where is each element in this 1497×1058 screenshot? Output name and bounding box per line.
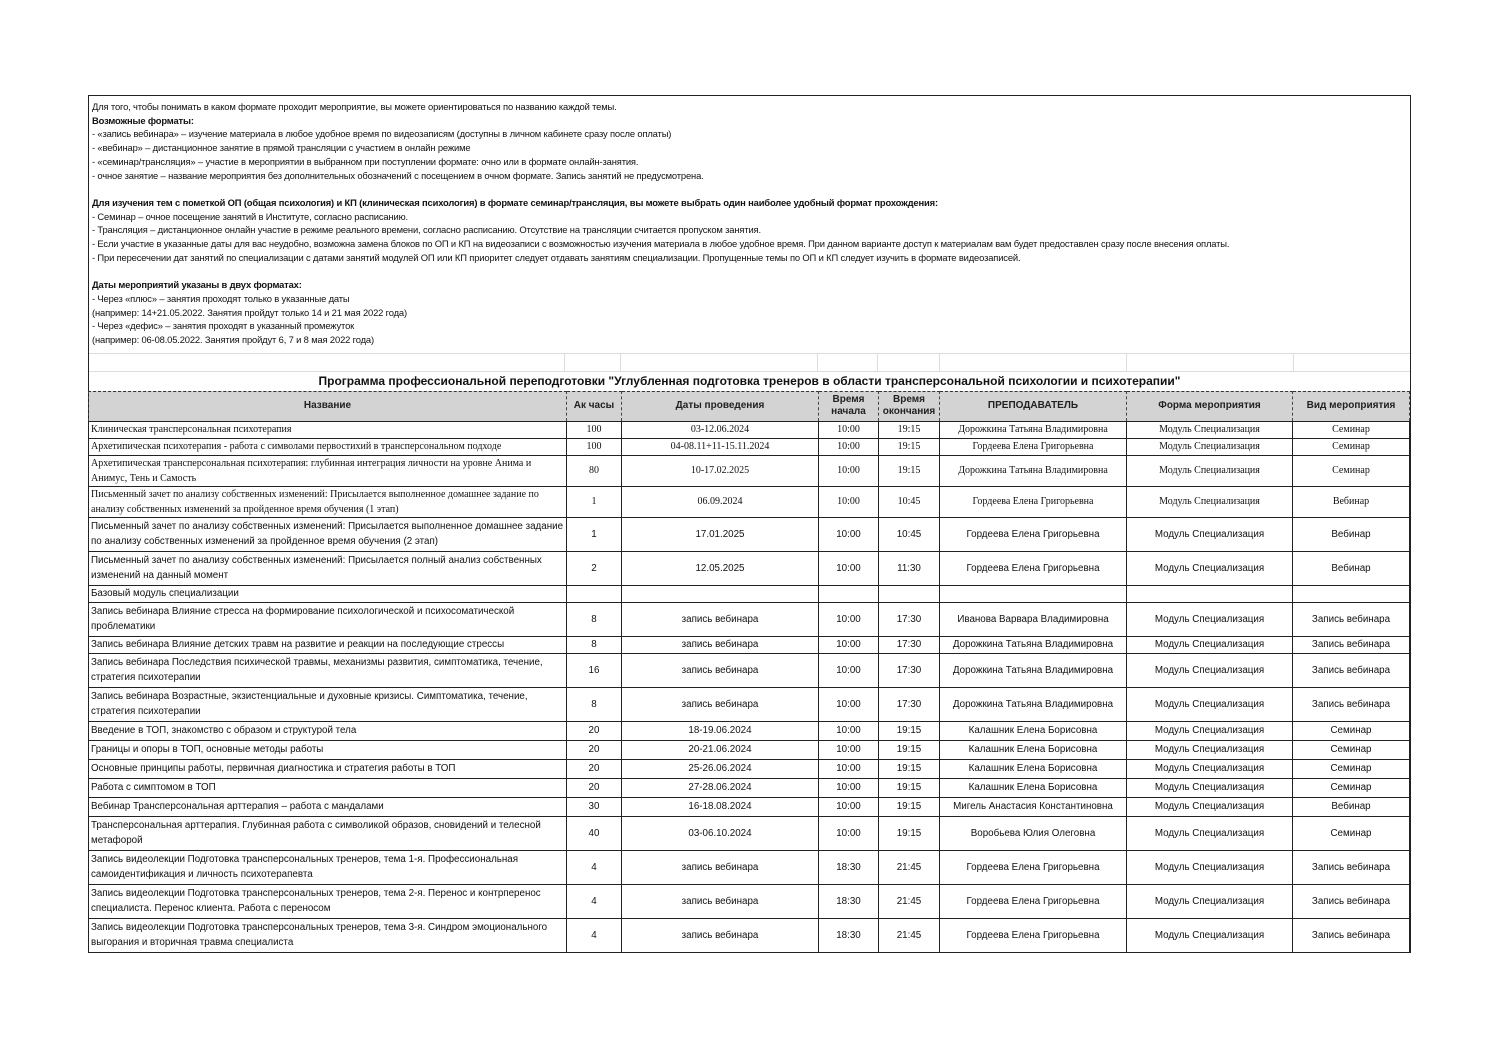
cell-start — [819, 585, 879, 602]
cell-form: Модуль Специализация — [1127, 421, 1293, 438]
spacer-row — [89, 353, 1410, 372]
table-body — [89, 421, 1410, 952]
cell-name: Запись видеолекции Подготовка трансперсональных тренеров, тема 3-я. Синдром эмоционального выгорания и вторичная травма специалиста — [89, 918, 567, 952]
cell-type: Запись вебинара — [1293, 884, 1410, 918]
cell-start: 10:00 — [819, 455, 879, 486]
cell-type: Запись вебинара — [1293, 918, 1410, 952]
cell-dates: запись вебинара — [622, 636, 819, 653]
cell-dates: запись вебинара — [622, 687, 819, 721]
cell-end: 19:15 — [879, 759, 940, 778]
cell-dates: запись вебинара — [622, 850, 819, 884]
cell-type: Семинар — [1293, 740, 1410, 759]
cell-form: Модуль Специализация — [1127, 797, 1293, 816]
cell-teacher — [940, 585, 1127, 602]
col-header-dates: Даты проведения — [622, 391, 819, 421]
format-item: - «запись вебинара» – изучение материала в любое удобное время по видеозаписям (доступны в личном кабинете сразу после оплаты) — [92, 128, 672, 140]
cell-dates: запись вебинара — [622, 884, 819, 918]
cell-type: Семинар — [1293, 721, 1410, 740]
format-item: - «семинар/трансляция» – участие в мероприятии в выбранном при поступлении формате: очно или в формате онлайн-занятия. — [92, 155, 639, 167]
cell-type: Вебинар — [1293, 551, 1410, 585]
cell-form: Модуль Специализация — [1127, 759, 1293, 778]
cell-end: 17:30 — [879, 653, 940, 687]
cell-name: Основные принципы работы, первичная диагностика и стратегия работы в ТОП — [89, 759, 567, 778]
end-header-line2: окончания — [882, 406, 936, 418]
cell-start: 10:00 — [819, 721, 879, 740]
cell-name: Письменный зачет по анализу собственных изменений: Присылается полный анализ собственных изменений на данный момент — [89, 551, 567, 585]
cell-start: 10:00 — [819, 438, 879, 455]
cell-end: 11:30 — [879, 551, 940, 585]
cell-hours: 4 — [567, 918, 622, 952]
intro-text: Для того, чтобы понимать в каком формате проходит мероприятие, вы можете ориентироваться по названию каждой темы. — [92, 101, 617, 112]
cell-hours: 2 — [567, 551, 622, 585]
cell-form: Модуль Специализация — [1127, 486, 1293, 517]
cell-type: Запись вебинара — [1293, 687, 1410, 721]
cell-end: 19:15 — [879, 438, 940, 455]
cell-type: Запись вебинара — [1293, 636, 1410, 653]
cell-dates: 03-06.10.2024 — [622, 816, 819, 850]
col-header-end — [879, 391, 940, 421]
cell-start: 10:00 — [819, 687, 879, 721]
cell-end: 17:30 — [879, 602, 940, 636]
cell-teacher: Иванова Варвара Владимировна — [940, 602, 1127, 636]
program-title: Программа профессиональной переподготовки "Углубленная подготовка тренеров в области трансперсональной психологии и психотерапии" — [318, 373, 1181, 388]
cell-end: 21:45 — [879, 918, 940, 952]
cell-dates: запись вебинара — [622, 602, 819, 636]
cell-end: 21:45 — [879, 850, 940, 884]
cell-type: Семинар — [1293, 816, 1410, 850]
start-header-line1: Время — [832, 394, 865, 406]
schedule-table — [88, 391, 1410, 953]
cell-form — [1127, 585, 1293, 602]
col-header-teacher: ПРЕПОДАВАТЕЛЬ — [940, 391, 1127, 421]
cell-teacher: Гордеева Елена Григорьевна — [940, 850, 1127, 884]
cell-hours: 30 — [567, 797, 622, 816]
cell-dates: 18-19.06.2024 — [622, 721, 819, 740]
cell-start: 10:00 — [819, 486, 879, 517]
cell-type: Семинар — [1293, 778, 1410, 797]
cell-form: Модуль Специализация — [1127, 687, 1293, 721]
cell-form: Модуль Специализация — [1127, 602, 1293, 636]
cell-teacher: Калашник Елена Борисовна — [940, 759, 1127, 778]
cell-name: Запись вебинара Возрастные, экзистенциальные и духовные кризисы. Симптоматика, течение, стратегия психотерапии — [89, 687, 567, 721]
table-row — [89, 918, 1410, 952]
cell-name: Вебинар Трансперсональная арттерапия – работа с мандалами — [89, 797, 567, 816]
cell-form: Модуль Специализация — [1127, 721, 1293, 740]
cell-name: Границы и опоры в ТОП, основные методы работы — [89, 740, 567, 759]
cell-type: Запись вебинара — [1293, 850, 1410, 884]
table-row — [89, 816, 1410, 850]
cell-start: 18:30 — [819, 850, 879, 884]
cell-name: Письменный зачет по анализу собственных изменений: Присылается выполненное домашнее задание по анализу собственных изменений за пройденное время обучения (2 этап) — [89, 517, 567, 551]
cell-start: 18:30 — [819, 884, 879, 918]
cell-hours: 4 — [567, 884, 622, 918]
schedule-sheet — [88, 95, 1411, 953]
cell-start: 10:00 — [819, 421, 879, 438]
table-row — [89, 455, 1410, 486]
cell-type: Семинар — [1293, 438, 1410, 455]
cell-teacher: Дорожкина Татьяна Владимировна — [940, 636, 1127, 653]
cell-name: Запись видеолекции Подготовка трансперсональных тренеров, тема 2-я. Перенос и контрперенос специалиста. Перенос клиента. Работа с переносом — [89, 884, 567, 918]
dates-heading: Даты мероприятий указаны в двух форматах: — [92, 279, 302, 291]
cell-form: Модуль Специализация — [1127, 850, 1293, 884]
table-row — [89, 421, 1410, 438]
cell-hours: 8 — [567, 636, 622, 653]
dates-item: - Через «плюс» – занятия проходят только в указанные даты — [92, 292, 350, 304]
op-kp-heading: Для изучения тем с пометкой ОП (общая психология) и КП (клиническая психология) в формате семинар/трансляция, вы можете выбрать один наиболее удобный формат прохождения: — [92, 196, 938, 208]
cell-type: Семинар — [1293, 455, 1410, 486]
format-item: - «вебинар» – дистанционное занятие в прямой трансляции с участием в онлайн режиме — [92, 142, 471, 154]
cell-hours: 100 — [567, 421, 622, 438]
cell-dates: 16-18.08.2024 — [622, 797, 819, 816]
cell-hours: 20 — [567, 740, 622, 759]
table-row — [89, 602, 1410, 636]
cell-dates: 04-08.11+11-15.11.2024 — [622, 438, 819, 455]
table-row — [89, 687, 1410, 721]
cell-type: Семинар — [1293, 759, 1410, 778]
cell-name: Базовый модуль специализации — [89, 585, 567, 602]
dates-item: - Через «дефис» – занятия проходят в указанный промежуток — [92, 320, 355, 332]
table-row — [89, 517, 1410, 551]
cell-dates: 27-28.06.2024 — [622, 778, 819, 797]
cell-name: Запись вебинара Последствия психической травмы, механизмы развития, симптоматика, течение, стратегия психотерапии — [89, 653, 567, 687]
op-kp-item: - Если участие в указанные даты для вас неудобно, возможна замена блоков по ОП и КП на видеозаписи с возможностью изучения материала в любое удобное время. При данном варианте доступ к материалам вам будет предоставлен сразу после внесения оплаты. — [92, 238, 1230, 250]
cell-hours: 16 — [567, 653, 622, 687]
table-row — [89, 778, 1410, 797]
cell-dates: 10-17.02.2025 — [622, 455, 819, 486]
cell-end: 19:15 — [879, 740, 940, 759]
cell-name: Клиническая трансперсональная психотерапия — [89, 421, 567, 438]
cell-type: Семинар — [1293, 421, 1410, 438]
dates-item: (например: 06-08.05.2022. Занятия пройдут 6, 7 и 8 мая 2022 года) — [92, 333, 374, 345]
start-header-line2: начала — [831, 406, 866, 418]
cell-teacher: Гордеева Елена Григорьевна — [940, 438, 1127, 455]
cell-type: Запись вебинара — [1293, 602, 1410, 636]
table-row — [89, 653, 1410, 687]
cell-hours: 40 — [567, 816, 622, 850]
cell-type: Вебинар — [1293, 797, 1410, 816]
table-row — [89, 797, 1410, 816]
format-item: - очное занятие – название мероприятия без дополнительных обозначений с посещением в очном формате. Запись занятий не предусмотрена. — [92, 169, 704, 181]
cell-dates: 06.09.2024 — [622, 486, 819, 517]
cell-teacher: Дорожкина Татьяна Владимировна — [940, 687, 1127, 721]
cell-end: 21:45 — [879, 884, 940, 918]
cell-end: 10:45 — [879, 517, 940, 551]
cell-teacher: Гордеева Елена Григорьевна — [940, 884, 1127, 918]
cell-hours: 8 — [567, 687, 622, 721]
cell-start: 10:00 — [819, 759, 879, 778]
table-row — [89, 438, 1410, 455]
cell-start: 10:00 — [819, 797, 879, 816]
cell-form: Модуль Специализация — [1127, 740, 1293, 759]
cell-dates: 17.01.2025 — [622, 517, 819, 551]
end-header-line1: Время — [893, 394, 925, 406]
cell-start: 10:00 — [819, 816, 879, 850]
cell-name: Трансперсональная арттерапия. Глубинная работа с символикой образов, сновидений и телесной метафорой — [89, 816, 567, 850]
table-row — [89, 486, 1410, 517]
table-row — [89, 636, 1410, 653]
cell-end: 17:30 — [879, 636, 940, 653]
cell-form: Модуль Специализация — [1127, 884, 1293, 918]
cell-form: Модуль Специализация — [1127, 438, 1293, 455]
cell-form: Модуль Специализация — [1127, 653, 1293, 687]
cell-form: Модуль Специализация — [1127, 551, 1293, 585]
cell-start: 10:00 — [819, 602, 879, 636]
cell-teacher: Мигель Анастасия Константиновна — [940, 797, 1127, 816]
cell-name: Письменный зачет по анализу собственных изменений: Присылается выполненное домашнее задание по анализу собственных изменений за пройденное время обучения (1 этап) — [89, 486, 567, 517]
cell-hours: 20 — [567, 721, 622, 740]
cell-hours: 20 — [567, 778, 622, 797]
cell-hours: 1 — [567, 486, 622, 517]
cell-dates: 03-12.06.2024 — [622, 421, 819, 438]
table-row — [89, 740, 1410, 759]
section-row — [89, 585, 1410, 602]
cell-name: Архетипическая психотерапия - работа с символами первостихий в трансперсональном подходе — [89, 438, 567, 455]
cell-teacher: Гордеева Елена Григорьевна — [940, 551, 1127, 585]
cell-teacher: Калашник Елена Борисовна — [940, 721, 1127, 740]
formats-heading: Возможные форматы: — [92, 114, 194, 126]
table-row — [89, 721, 1410, 740]
cell-start: 10:00 — [819, 653, 879, 687]
cell-dates — [622, 585, 819, 602]
cell-type: Запись вебинара — [1293, 653, 1410, 687]
table-row — [89, 551, 1410, 585]
cell-start: 10:00 — [819, 517, 879, 551]
cell-end: 19:15 — [879, 816, 940, 850]
instructions-block — [89, 96, 1410, 353]
cell-name: Запись видеолекции Подготовка трансперсональных тренеров, тема 1-я. Профессиональная самоидентификация и личность психотерапевта — [89, 850, 567, 884]
op-kp-item: - Трансляция – дистанционное онлайн участие в режиме реального времени, согласно расписанию. Отсутствие на трансляции считается пропуском занятия. — [92, 224, 761, 236]
cell-start: 10:00 — [819, 740, 879, 759]
col-header-hours: Ак часы — [567, 391, 622, 421]
cell-end: 10:45 — [879, 486, 940, 517]
cell-type — [1293, 585, 1410, 602]
cell-name: Работа с симптомом в ТОП — [89, 778, 567, 797]
table-row — [89, 850, 1410, 884]
table-row — [89, 884, 1410, 918]
cell-name: Запись вебинара Влияние стресса на формирование психологической и психосоматической проблематики — [89, 602, 567, 636]
cell-start: 18:30 — [819, 918, 879, 952]
dates-item: (например: 14+21.05.2022. Занятия пройдут только 14 и 21 мая 2022 года) — [92, 306, 407, 318]
cell-type: Вебинар — [1293, 486, 1410, 517]
cell-teacher: Дорожкина Татьяна Владимировна — [940, 421, 1127, 438]
cell-end: 19:15 — [879, 421, 940, 438]
cell-form: Модуль Специализация — [1127, 816, 1293, 850]
cell-hours: 80 — [567, 455, 622, 486]
cell-dates: 25-26.06.2024 — [622, 759, 819, 778]
table-row — [89, 759, 1410, 778]
cell-end — [879, 585, 940, 602]
cell-dates: 20-21.06.2024 — [622, 740, 819, 759]
cell-start: 10:00 — [819, 778, 879, 797]
col-header-type: Вид мероприятия — [1293, 391, 1410, 421]
cell-form: Модуль Специализация — [1127, 778, 1293, 797]
cell-end: 19:15 — [879, 455, 940, 486]
cell-teacher: Гордеева Елена Григорьевна — [940, 918, 1127, 952]
op-kp-item: - Семинар – очное посещение занятий в Институте, согласно расписанию. — [92, 210, 408, 222]
cell-end: 17:30 — [879, 687, 940, 721]
cell-form: Модуль Специализация — [1127, 636, 1293, 653]
cell-teacher: Воробьева Юлия Олеговна — [940, 816, 1127, 850]
cell-name: Введение в ТОП, знакомство с образом и структурой тела — [89, 721, 567, 740]
col-header-start — [819, 391, 879, 421]
cell-hours: 100 — [567, 438, 622, 455]
cell-dates: 12.05.2025 — [622, 551, 819, 585]
cell-end: 19:15 — [879, 797, 940, 816]
cell-start: 10:00 — [819, 636, 879, 653]
col-header-name: Название — [89, 391, 567, 421]
cell-end: 19:15 — [879, 778, 940, 797]
cell-teacher: Дорожкина Татьяна Владимировна — [940, 653, 1127, 687]
cell-type: Вебинар — [1293, 517, 1410, 551]
cell-hours: 20 — [567, 759, 622, 778]
cell-dates: запись вебинара — [622, 653, 819, 687]
cell-hours: 1 — [567, 517, 622, 551]
cell-form: Модуль Специализация — [1127, 455, 1293, 486]
cell-hours: 4 — [567, 850, 622, 884]
cell-hours — [567, 585, 622, 602]
col-header-form: Форма мероприятия — [1127, 391, 1293, 421]
cell-teacher: Гордеева Елена Григорьевна — [940, 517, 1127, 551]
cell-start: 10:00 — [819, 551, 879, 585]
cell-hours: 8 — [567, 602, 622, 636]
cell-dates: запись вебинара — [622, 918, 819, 952]
cell-name: Запись вебинара Влияние детских травм на развитие и реакции на последующие стрессы — [89, 636, 567, 653]
cell-end: 19:15 — [879, 721, 940, 740]
cell-name: Архетипическая трансперсональная психотерапия: глубинная интеграция личности на уровне Анима и Анимус, Тень и Самость — [89, 455, 567, 486]
op-kp-item: - При пересечении дат занятий по специализации с датами занятий модулей ОП или КП приоритет следует отдавать занятиям специализации. Пропущенные темы по ОП и КП следует изучить в формате видеозаписей. — [92, 251, 1021, 263]
cell-teacher: Гордеева Елена Григорьевна — [940, 486, 1127, 517]
cell-teacher: Дорожкина Татьяна Владимировна — [940, 455, 1127, 486]
table-header-row — [89, 391, 1410, 421]
cell-teacher: Калашник Елена Борисовна — [940, 778, 1127, 797]
cell-teacher: Калашник Елена Борисовна — [940, 740, 1127, 759]
cell-form: Модуль Специализация — [1127, 517, 1293, 551]
cell-form: Модуль Специализация — [1127, 918, 1293, 952]
